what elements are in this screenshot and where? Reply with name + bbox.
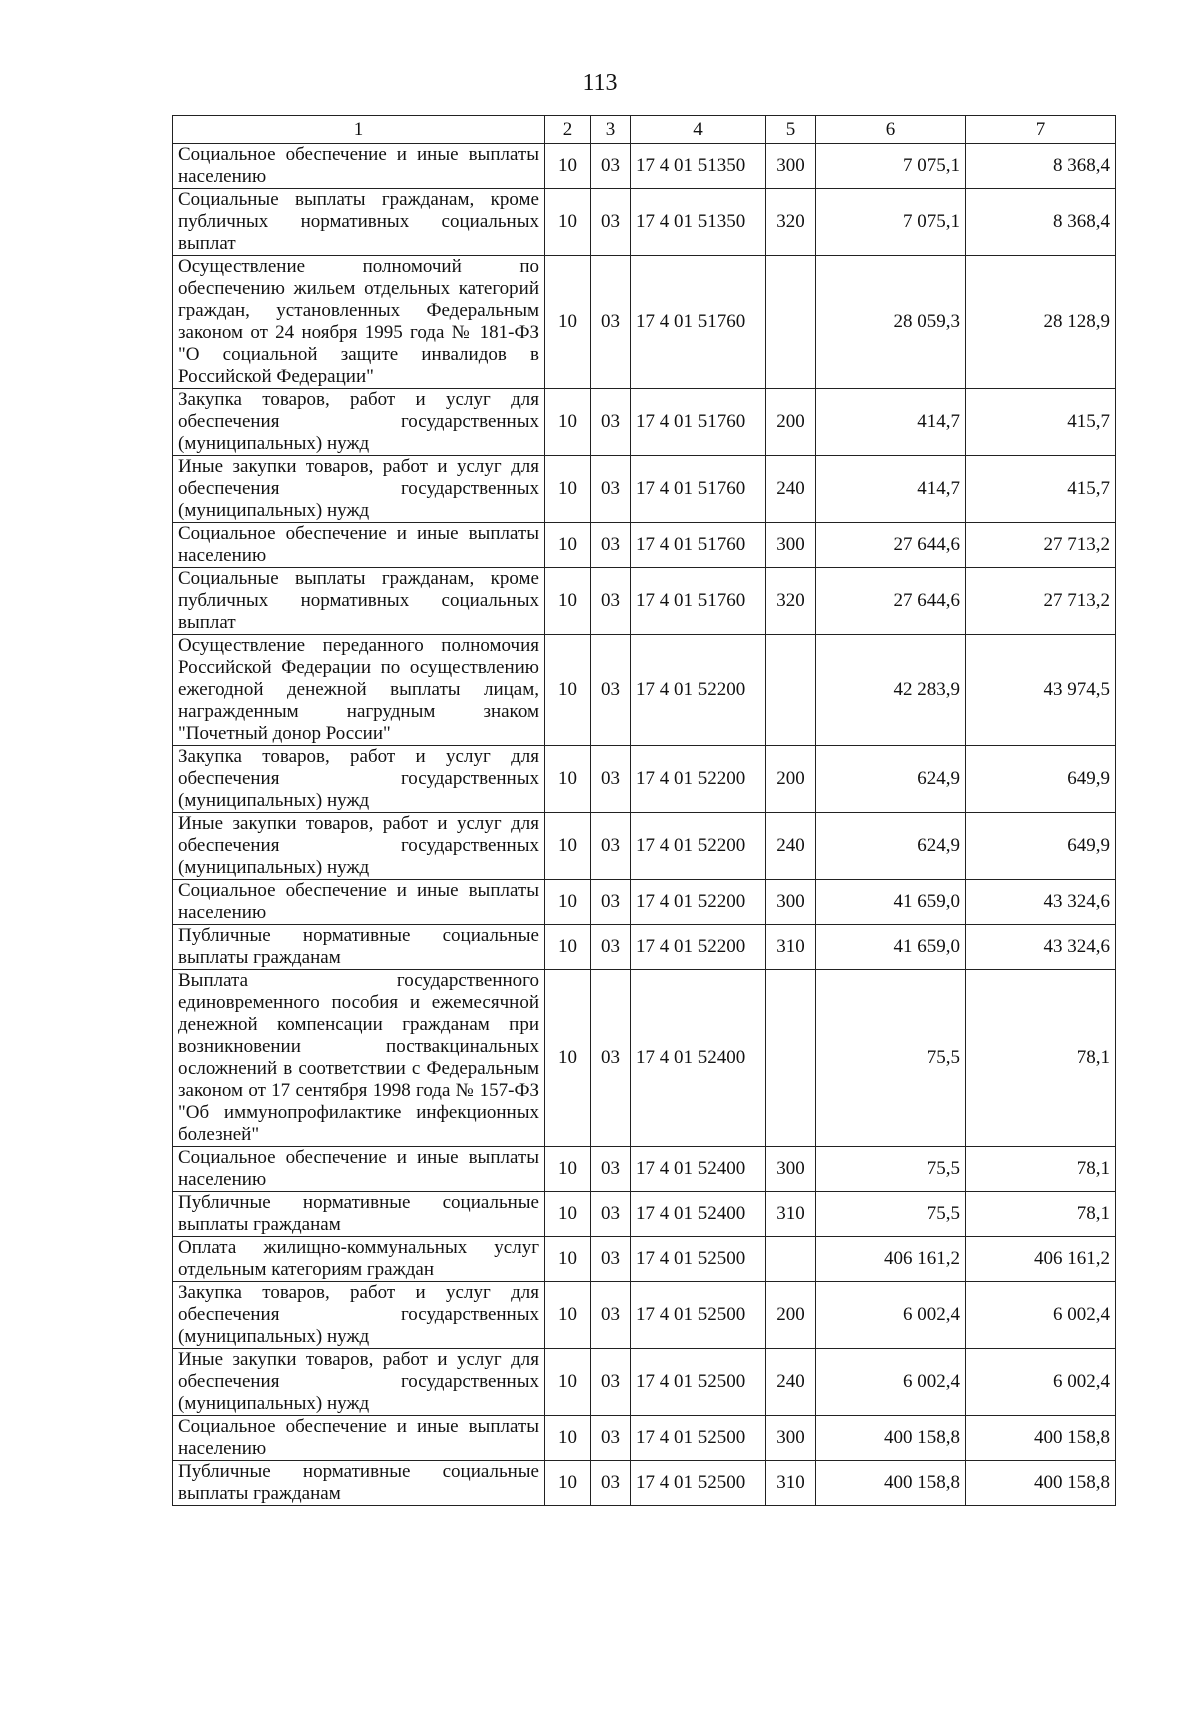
row-subsection: 03 xyxy=(591,1349,631,1416)
row-amount-6: 7 075,1 xyxy=(816,189,966,256)
row-section: 10 xyxy=(545,925,591,970)
row-subsection: 03 xyxy=(591,523,631,568)
row-expense-type: 300 xyxy=(766,523,816,568)
row-amount-6: 400 158,8 xyxy=(816,1416,966,1461)
row-name: Публичные нормативные социальные выплаты гражданам xyxy=(173,1192,545,1237)
table-row xyxy=(173,1192,1116,1237)
row-expense-type: 310 xyxy=(766,1192,816,1237)
row-name: Закупка товаров, работ и услуг для обеспечения государственных (муниципальных) нужд xyxy=(173,1282,545,1349)
row-expense-type xyxy=(766,635,816,746)
row-amount-6: 42 283,9 xyxy=(816,635,966,746)
table-row xyxy=(173,635,1116,746)
table-row xyxy=(173,523,1116,568)
row-expense-type: 300 xyxy=(766,144,816,189)
header-col-2: 2 xyxy=(545,116,591,144)
row-amount-6: 624,9 xyxy=(816,746,966,813)
row-amount-6: 75,5 xyxy=(816,1147,966,1192)
row-expense-type: 200 xyxy=(766,746,816,813)
row-subsection: 03 xyxy=(591,970,631,1147)
row-name: Социальное обеспечение и иные выплаты населению xyxy=(173,1416,545,1461)
row-amount-7: 78,1 xyxy=(966,1192,1116,1237)
row-amount-7: 400 158,8 xyxy=(966,1461,1116,1506)
row-section: 10 xyxy=(545,523,591,568)
row-amount-7: 43 974,5 xyxy=(966,635,1116,746)
row-name: Закупка товаров, работ и услуг для обеспечения государственных (муниципальных) нужд xyxy=(173,746,545,813)
row-section: 10 xyxy=(545,813,591,880)
row-amount-6: 27 644,6 xyxy=(816,523,966,568)
row-amount-7: 78,1 xyxy=(966,970,1116,1147)
header-col-6: 6 xyxy=(816,116,966,144)
row-section: 10 xyxy=(545,189,591,256)
row-expense-type: 320 xyxy=(766,189,816,256)
table-row xyxy=(173,1461,1116,1506)
row-subsection: 03 xyxy=(591,1282,631,1349)
row-amount-6: 6 002,4 xyxy=(816,1282,966,1349)
table-row xyxy=(173,1282,1116,1349)
row-subsection: 03 xyxy=(591,1461,631,1506)
table-row xyxy=(173,970,1116,1147)
row-name: Иные закупки товаров, работ и услуг для обеспечения государственных (муниципальных) нужд xyxy=(173,813,545,880)
header-col-7: 7 xyxy=(966,116,1116,144)
row-expense-type xyxy=(766,970,816,1147)
row-amount-6: 28 059,3 xyxy=(816,256,966,389)
header-col-4: 4 xyxy=(631,116,766,144)
row-expense-type: 300 xyxy=(766,880,816,925)
row-expense-type: 240 xyxy=(766,813,816,880)
row-section: 10 xyxy=(545,1461,591,1506)
row-section: 10 xyxy=(545,1349,591,1416)
row-amount-7: 6 002,4 xyxy=(966,1282,1116,1349)
row-amount-6: 27 644,6 xyxy=(816,568,966,635)
row-amount-7: 415,7 xyxy=(966,456,1116,523)
row-subsection: 03 xyxy=(591,256,631,389)
row-amount-7: 406 161,2 xyxy=(966,1237,1116,1282)
row-target-code: 17 4 01 51350 xyxy=(631,189,766,256)
row-target-code: 17 4 01 52500 xyxy=(631,1237,766,1282)
row-name: Иные закупки товаров, работ и услуг для обеспечения государственных (муниципальных) нужд xyxy=(173,1349,545,1416)
row-amount-6: 624,9 xyxy=(816,813,966,880)
row-target-code: 17 4 01 52500 xyxy=(631,1282,766,1349)
row-section: 10 xyxy=(545,746,591,813)
row-name: Социальное обеспечение и иные выплаты населению xyxy=(173,144,545,189)
row-target-code: 17 4 01 52200 xyxy=(631,635,766,746)
row-expense-type: 240 xyxy=(766,1349,816,1416)
row-amount-7: 27 713,2 xyxy=(966,523,1116,568)
row-target-code: 17 4 01 52500 xyxy=(631,1416,766,1461)
row-amount-6: 41 659,0 xyxy=(816,925,966,970)
row-subsection: 03 xyxy=(591,1416,631,1461)
table-row xyxy=(173,144,1116,189)
row-expense-type xyxy=(766,256,816,389)
row-amount-7: 649,9 xyxy=(966,813,1116,880)
row-name: Социальные выплаты гражданам, кроме публичных нормативных социальных выплат xyxy=(173,189,545,256)
row-name: Социальное обеспечение и иные выплаты населению xyxy=(173,1147,545,1192)
row-target-code: 17 4 01 51760 xyxy=(631,523,766,568)
row-name: Закупка товаров, работ и услуг для обеспечения государственных (муниципальных) нужд xyxy=(173,389,545,456)
table-row xyxy=(173,189,1116,256)
table-row xyxy=(173,880,1116,925)
row-expense-type: 200 xyxy=(766,389,816,456)
row-target-code: 17 4 01 52500 xyxy=(631,1349,766,1416)
row-expense-type: 240 xyxy=(766,456,816,523)
row-amount-7: 6 002,4 xyxy=(966,1349,1116,1416)
row-amount-7: 78,1 xyxy=(966,1147,1116,1192)
row-subsection: 03 xyxy=(591,635,631,746)
row-expense-type: 310 xyxy=(766,925,816,970)
row-subsection: 03 xyxy=(591,925,631,970)
row-amount-7: 27 713,2 xyxy=(966,568,1116,635)
row-expense-type: 200 xyxy=(766,1282,816,1349)
header-row xyxy=(173,116,1116,144)
row-target-code: 17 4 01 52400 xyxy=(631,1192,766,1237)
header-col-3: 3 xyxy=(591,116,631,144)
row-amount-7: 8 368,4 xyxy=(966,189,1116,256)
table-row xyxy=(173,389,1116,456)
budget-table xyxy=(172,115,1116,1506)
row-amount-6: 6 002,4 xyxy=(816,1349,966,1416)
table-row xyxy=(173,1147,1116,1192)
row-subsection: 03 xyxy=(591,746,631,813)
row-name: Публичные нормативные социальные выплаты гражданам xyxy=(173,1461,545,1506)
row-section: 10 xyxy=(545,1282,591,1349)
row-subsection: 03 xyxy=(591,813,631,880)
row-amount-7: 649,9 xyxy=(966,746,1116,813)
row-amount-7: 28 128,9 xyxy=(966,256,1116,389)
row-amount-7: 415,7 xyxy=(966,389,1116,456)
row-target-code: 17 4 01 52400 xyxy=(631,970,766,1147)
table-body xyxy=(173,144,1116,1506)
row-amount-6: 75,5 xyxy=(816,970,966,1147)
table-row xyxy=(173,813,1116,880)
table-row xyxy=(173,456,1116,523)
row-section: 10 xyxy=(545,880,591,925)
row-target-code: 17 4 01 52400 xyxy=(631,1147,766,1192)
row-expense-type xyxy=(766,1237,816,1282)
row-section: 10 xyxy=(545,568,591,635)
table-row xyxy=(173,1349,1116,1416)
row-target-code: 17 4 01 51760 xyxy=(631,256,766,389)
row-target-code: 17 4 01 52200 xyxy=(631,925,766,970)
table-row xyxy=(173,925,1116,970)
row-amount-6: 7 075,1 xyxy=(816,144,966,189)
row-name: Оплата жилищно-коммунальных услуг отдельным категориям граждан xyxy=(173,1237,545,1282)
row-section: 10 xyxy=(545,1416,591,1461)
table-row xyxy=(173,568,1116,635)
row-name: Социальное обеспечение и иные выплаты населению xyxy=(173,880,545,925)
row-target-code: 17 4 01 52500 xyxy=(631,1461,766,1506)
row-amount-6: 406 161,2 xyxy=(816,1237,966,1282)
row-target-code: 17 4 01 51760 xyxy=(631,568,766,635)
row-target-code: 17 4 01 52200 xyxy=(631,813,766,880)
row-section: 10 xyxy=(545,970,591,1147)
row-amount-6: 414,7 xyxy=(816,456,966,523)
table-header xyxy=(173,116,1116,144)
row-amount-7: 400 158,8 xyxy=(966,1416,1116,1461)
row-section: 10 xyxy=(545,256,591,389)
row-subsection: 03 xyxy=(591,1192,631,1237)
row-name: Иные закупки товаров, работ и услуг для обеспечения государственных (муниципальных) нужд xyxy=(173,456,545,523)
row-name: Социальное обеспечение и иные выплаты населению xyxy=(173,523,545,568)
row-subsection: 03 xyxy=(591,189,631,256)
row-subsection: 03 xyxy=(591,880,631,925)
table-row xyxy=(173,256,1116,389)
header-col-1: 1 xyxy=(173,116,545,144)
row-amount-7: 8 368,4 xyxy=(966,144,1116,189)
row-subsection: 03 xyxy=(591,1147,631,1192)
page-number: 113 xyxy=(582,70,618,96)
row-amount-6: 400 158,8 xyxy=(816,1461,966,1506)
row-section: 10 xyxy=(545,635,591,746)
row-subsection: 03 xyxy=(591,1237,631,1282)
row-target-code: 17 4 01 51350 xyxy=(631,144,766,189)
row-target-code: 17 4 01 52200 xyxy=(631,746,766,813)
row-section: 10 xyxy=(545,1237,591,1282)
row-expense-type: 300 xyxy=(766,1416,816,1461)
row-amount-7: 43 324,6 xyxy=(966,880,1116,925)
row-section: 10 xyxy=(545,456,591,523)
row-amount-6: 75,5 xyxy=(816,1192,966,1237)
row-subsection: 03 xyxy=(591,456,631,523)
row-expense-type: 320 xyxy=(766,568,816,635)
row-section: 10 xyxy=(545,389,591,456)
row-section: 10 xyxy=(545,144,591,189)
row-amount-6: 414,7 xyxy=(816,389,966,456)
table-row xyxy=(173,1237,1116,1282)
table-row xyxy=(173,1416,1116,1461)
row-name: Выплата государственного единовременного пособия и ежемесячной денежной компенсации гражданам при возникновении поствакцинальных осложнений в соответствии с Федеральным законом от 17 сентября 1998 года № 157-ФЗ "Об иммунопрофилактике инфекционных болезней" xyxy=(173,970,545,1147)
row-section: 10 xyxy=(545,1147,591,1192)
table-row xyxy=(173,746,1116,813)
row-expense-type: 310 xyxy=(766,1461,816,1506)
row-name: Осуществление полномочий по обеспечению жильем отдельных категорий граждан, установленных Федеральным законом от 24 ноября 1995 года № 181-ФЗ "О социальной защите инвалидов в Российской Федерации" xyxy=(173,256,545,389)
row-name: Социальные выплаты гражданам, кроме публичных нормативных социальных выплат xyxy=(173,568,545,635)
row-target-code: 17 4 01 51760 xyxy=(631,389,766,456)
row-expense-type: 300 xyxy=(766,1147,816,1192)
row-name: Публичные нормативные социальные выплаты гражданам xyxy=(173,925,545,970)
row-subsection: 03 xyxy=(591,389,631,456)
row-section: 10 xyxy=(545,1192,591,1237)
row-target-code: 17 4 01 51760 xyxy=(631,456,766,523)
row-subsection: 03 xyxy=(591,144,631,189)
row-amount-7: 43 324,6 xyxy=(966,925,1116,970)
row-amount-6: 41 659,0 xyxy=(816,880,966,925)
header-col-5: 5 xyxy=(766,116,816,144)
row-name: Осуществление переданного полномочия Российской Федерации по осуществлению ежегодной денежной выплаты лицам, награжденным нагрудным знаком "Почетный донор России" xyxy=(173,635,545,746)
row-subsection: 03 xyxy=(591,568,631,635)
row-target-code: 17 4 01 52200 xyxy=(631,880,766,925)
